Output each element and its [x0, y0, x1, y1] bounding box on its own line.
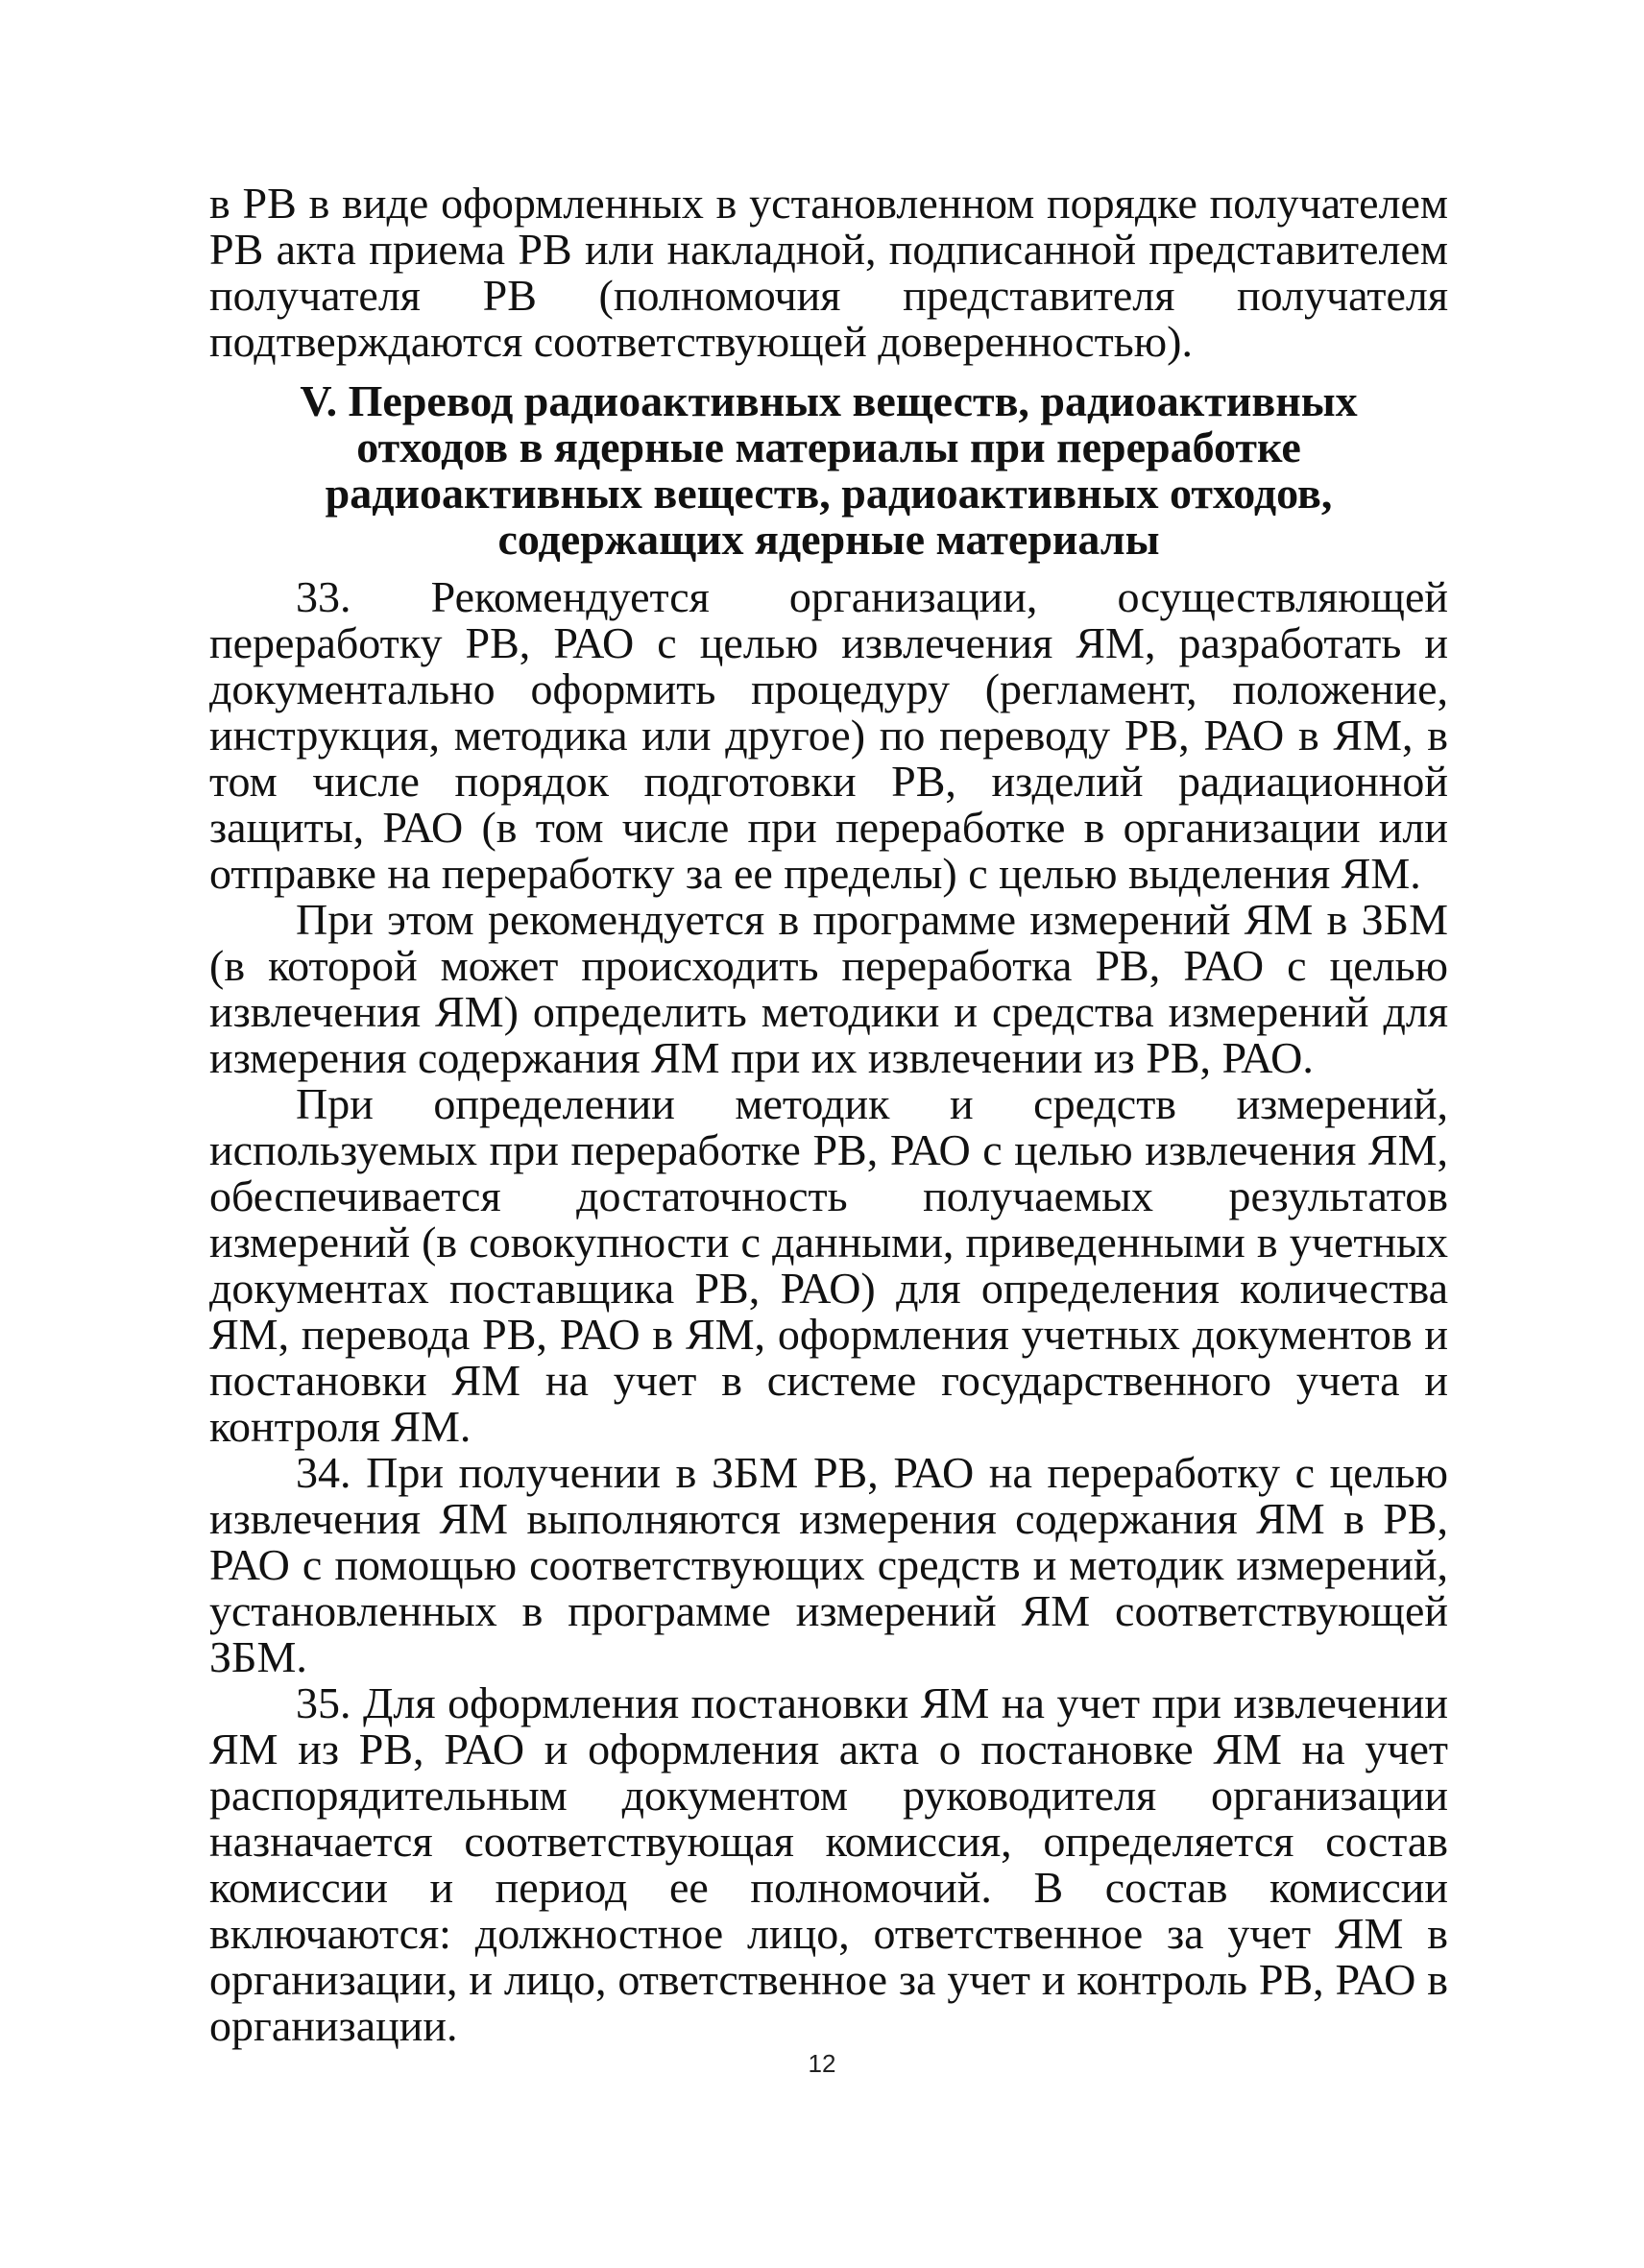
paragraph-33: 33. Рекомендуется организации, осуществляющей переработку РВ, РАО с целью извлечения ЯМ, разработать и документально оформить процедуру (регламент, положение, инструкция, методика или другое) по переводу РВ, РАО в ЯМ, в том числе порядок подготовки РВ, изделий радиационной защиты, РАО (в том числе при переработке в организации или отправке на переработку за ее пределы) с целью выделения ЯМ.	[209, 572, 1448, 898]
paragraph-34: 34. При получении в ЗБМ РВ, РАО на переработку с целью извлечения ЯМ выполняются измерения содержания ЯМ в РВ, РАО с помощью соответствующих средств и методик измерений, установленных в программе измерений ЯМ соответствующей ЗБМ.	[209, 1448, 1448, 1681]
paragraph-continuation: в РВ в виде оформленных в установленном порядке получателем РВ акта приема РВ или накладной, подписанной представителем получателя РВ (полномочия представителя получателя подтверждаются соответствующей доверенностью).	[209, 179, 1448, 366]
page-number: 12	[808, 2049, 836, 2078]
paragraph-35: 35. Для оформления постановки ЯМ на учет при извлечении ЯМ из РВ, РАО и оформления акта о постановке ЯМ на учет распорядительным документом руководителя организации назначается соответствующая комиссия, определяется состав комиссии и период ее полномочий. В состав комиссии включаются: должностное лицо, ответственное за учет ЯМ в организации, и лицо, ответственное за учет и контроль РВ, РАО в организации.	[209, 1678, 1448, 2050]
page-content	[209, 181, 1448, 2049]
section-heading: V. Перевод радиоактивных веществ, радиоактивных отходов в ядерные материалы при переработке радиоактивных веществ, радиоактивных отходов, содержащих ядерные материалы	[300, 376, 1358, 564]
paragraph-measurement-program: При этом рекомендуется в программе измерений ЯМ в ЗБМ (в которой может происходить переработка РВ, РАО с целью извлечения ЯМ) определить методики и средства измерений для измерения содержания ЯМ при их извлечении из РВ, РАО.	[209, 895, 1448, 1082]
paragraph-measurement-methods: При определении методик и средств измерений, используемых при переработке РВ, РАО с целью извлечения ЯМ, обеспечивается достаточность получаемых результатов измерений (в совокупности с данными, приведенными в учетных документах поставщика РВ, РАО) для определения количества ЯМ, перевода РВ, РАО в ЯМ, оформления учетных документов и постановки ЯМ на учет в системе государственного учета и контроля ЯМ.	[209, 1079, 1448, 1451]
